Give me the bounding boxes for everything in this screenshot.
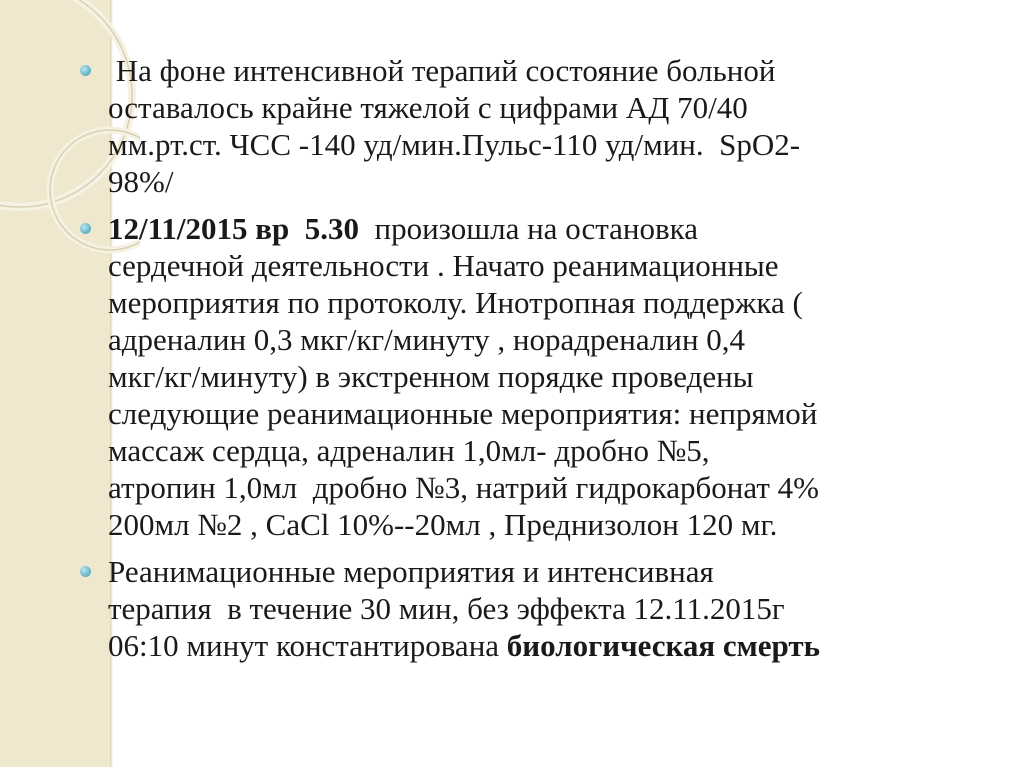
bullet-line: адреналин 0,3 мкг/кг/минуту , норадреналин 0,4 <box>108 322 746 357</box>
bullet-line: Реанимационные мероприятия и интенсивная <box>108 554 714 589</box>
date-time-bold: 12/11/2015 вр 5.30 <box>108 211 359 246</box>
bullet-line: оставалось крайне тяжелой с цифрами АД 70/40 <box>108 90 748 125</box>
bullet-item-outcome <box>78 553 998 664</box>
bullet-line: мкг/кг/минуту) в экстренном порядке проведены <box>108 359 754 394</box>
bullet-line: мм.рт.ст. ЧСС -140 уд/мин.Пульс-110 уд/мин. SpO2- <box>108 127 801 162</box>
bullet-line: мероприятия по протоколу. Инотропная поддержка ( <box>108 285 803 320</box>
bullet-line: атропин 1,0мл дробно №3, натрий гидрокарбонат 4% <box>108 470 819 505</box>
bullet-dot-icon <box>80 65 91 76</box>
bullet-line: сердечной деятельности . Начато реанимационные <box>108 248 779 283</box>
bullet-dot-icon <box>80 566 91 577</box>
outcome-bold: биологическая смерть <box>506 628 820 663</box>
bullet-line: массаж сердца, адреналин 1,0мл- дробно №5, <box>108 433 710 468</box>
bullet-last-line <box>108 627 998 664</box>
bullet-list <box>78 52 998 674</box>
bullet-item-condition <box>78 52 998 200</box>
bullet-line-start: 06:10 минут константирована <box>108 628 507 663</box>
bullet-line: следующие реанимационные мероприятия: непрямой <box>108 396 818 431</box>
bullet-item-resuscitation <box>78 210 998 543</box>
bullet-line: 98%/ <box>108 164 174 199</box>
bullet-dot-icon <box>80 223 91 234</box>
bullet-line: терапия в течение 30 мин, без эффекта 12.11.2015г <box>108 591 785 626</box>
bullet-line: 200мл №2 , CaCl 10%--20мл , Преднизолон 120 мг. <box>108 507 778 542</box>
bullet-line-rest: произошла на остановка <box>359 211 698 246</box>
bullet-first-line <box>108 210 998 247</box>
bullet-line: На фоне интенсивной терапий состояние больной <box>108 53 776 88</box>
